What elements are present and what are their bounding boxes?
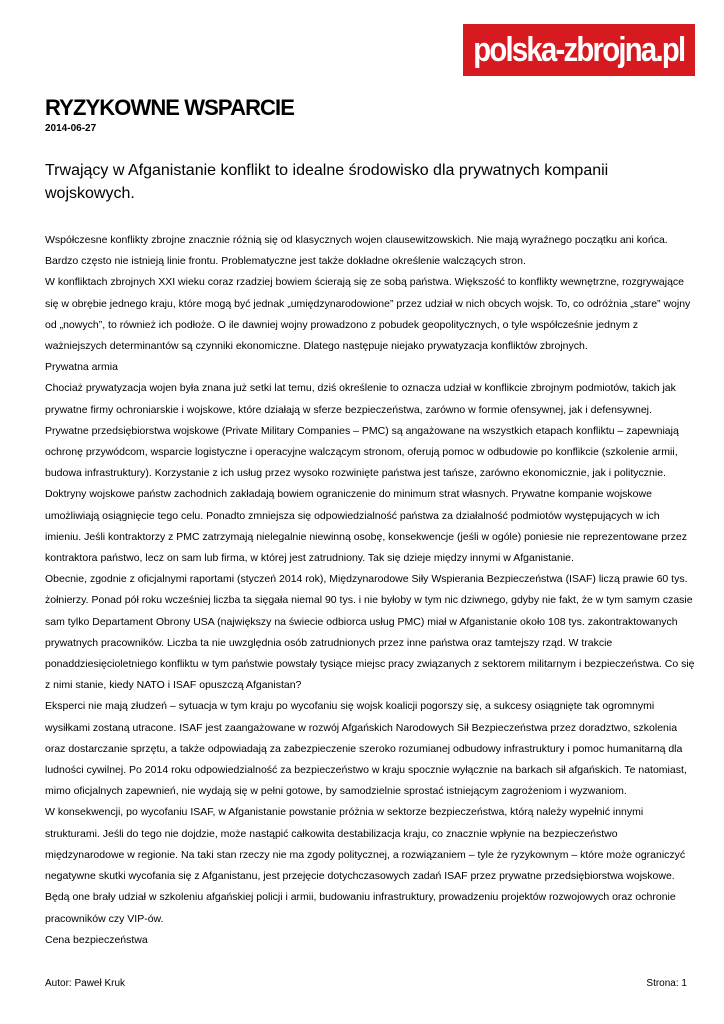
paragraph: W konfliktach zbrojnych XXI wieku coraz rzadziej bowiem ścierają się ze sobą państwa. Większość to konflikty wewnętrzne, rozgrywające się w obrębie jednego kraju, które mogą być jednak „umiędzynarodowione” przez udział w nich obcych wojsk. To, co odróżnia „stare” wojny od „nowych”, to również ich podłoże. O ile dawniej wojny prowadzono z pobudek geopolitycznych, o tyle współcześnie jednym z ważniejszych determinantów są czynniki ekonomiczne. Dlatego następuje niejako prywatyzacja konfliktów zbrojnych.: [45, 276, 691, 353]
page-number: Strona: 1: [646, 978, 687, 989]
paragraph: W konsekwencji, po wycofaniu ISAF, w Afganistanie powstanie próżnia w sektorze bezpieczeństwa, którą należy wypełnić innymi strukturami. Jeśli do tego nie dojdzie, może nastąpić całkowita destabilizacja kraju, co znacznie wpłynie na bezpieczeństwo międzynarodowe w regionie. Na taki stan rzeczy nie ma zgody politycznej, a rozwiązaniem – tyle że ryzykownym – które może ograniczyć negatywne skutki wycofania się z Afganistanu, jest przejęcie dotychczasowych zadań ISAF przez prywatne przedsiębiorstwa wojskowe. Będą one brały udział w szkoleniu afgańskiej policji i armii, budowaniu infrastruktury, prowadzeniu projektów rozwojowych oraz ochronie pracowników czy VIP-ów.: [45, 806, 686, 925]
paragraph: Obecnie, zgodnie z oficjalnymi raportami (styczeń 2014 rok), Międzynarodowe Siły Wspierania Bezpieczeństwa (ISAF) liczą prawie 60 tys. żołnierzy. Ponad pół roku wcześniej liczba ta sięgała niemal 90 tys. i nie byłoby w tym nic dziwnego, gdyby nie fakt, że w tym samym czasie sam tylko Departament Obrony USA (największy na świecie odbiorca usług PMC) miał w Afganistanie około 108 tys. zakontraktowanych prywatnych pracowników. Liczba ta nie uwzględnia osób zatrudnionych przez inne państwa oraz tamtejszy rząd. W trakcie ponaddziesięcioletniego konfliktu w tym państwie powstały tysiące miejsc pracy związanych z sektorem militarnym i bezpieczeństwa. Co się z nimi stanie, kiedy NATO i ISAF opuszczą Afganistan?: [45, 573, 695, 692]
article-lead: Trwający w Afganistanie konflikt to idealne środowisko dla prywatnych kompanii wojskowych.: [45, 162, 609, 202]
article-date: 2014-06-27: [45, 123, 97, 134]
section-heading: Cena bezpieczeństwa: [45, 933, 148, 946]
section-heading: Prywatna armia: [45, 361, 118, 374]
article-title: RYZYKOWNE WSPARCIE: [45, 95, 295, 120]
site-logo[interactable]: [463, 24, 695, 76]
author-label: Autor: Paweł Kruk: [45, 978, 126, 989]
paragraph: Chociaż prywatyzacja wojen była znana już setki lat temu, dziś określenie to oznacza udział w konflikcie zbrojnym podmiotów, takich jak prywatne firmy ochroniarskie i wojskowe, które działają w sferze bezpieczeństwa, zarówno w formie ofensywnej, jak i defensywnej. Prywatne przedsiębiorstwa wojskowe (Private Military Companies – PMC) są angażowane na wszystkich etapach konfliktu – zapewniają ochronę przywódcom, wsparcie logistyczne i operacyjne walczącym stronom, oferują pomoc w odbudowie po konflikcie (szkolenie armii, budowa infrastruktury). Korzystanie z ich usług przez wysoko rozwinięte państwa jest tańsze, zarówno ekonomicznie, jak i politycznie. Doktryny wojskowe państw zachodnich zakładają bowiem ograniczenie do minimum strat własnych. Prywatne kompanie wojskowe umożliwiają osiągnięcie tego celu. Ponadto zmniejsza się odpowiedzialność państwa za działalność podmiotów występujących w ich imieniu. Jeśli kontraktorzy z PMC zatrzymają nielegalnie niewinną osobę, konsekwencje (jeśli w ogóle) poniesie nie reprezentowane przez kontraktora państwo, lecz on sam lub firma, w której jest zatrudniony. Tak się dzieje między innymi w Afganistanie.: [45, 382, 687, 565]
article-body: [45, 230, 695, 951]
page-footer: [45, 977, 687, 991]
paragraph: Eksperci nie mają złudzeń – sytuacja w tym kraju po wycofaniu się wojsk koalicji pogorszy się, a sukcesy osiągnięte tak ogromnymi wysiłkami zostaną utracone. ISAF jest zaangażowane w rozwój Afgańskich Narodowych Sił Bezpieczeństwa przez doradztwo, szkolenia oraz dostarczanie sprzętu, a także odpowiadają za zabezpieczenie szeroko rozumianej odbudowy infrastruktury i pomoc humanitarną dla ludności cywilnej. Po 2014 roku odpowiedzialność za bezpieczeństwo w kraju spocznie wyłącznie na barkach sił afgańskich. Te natomiast, mimo oficjalnych zapewnień, nie wydają się w pełni gotowe, by samodzielnie sprostać istniejącym zagrożeniom i wyzwaniom.: [45, 700, 687, 798]
site-logo-text: polska-zbrojna.pl: [473, 31, 685, 69]
paragraph: Współczesne konflikty zbrojne znacznie różnią się od klasycznych wojen clausewitzowskich. Nie mają wyraźnego początku ani końca. Bardzo często nie istnieją linie frontu. Problematyczne jest także dokładne określenie walczących stron.: [45, 234, 668, 268]
